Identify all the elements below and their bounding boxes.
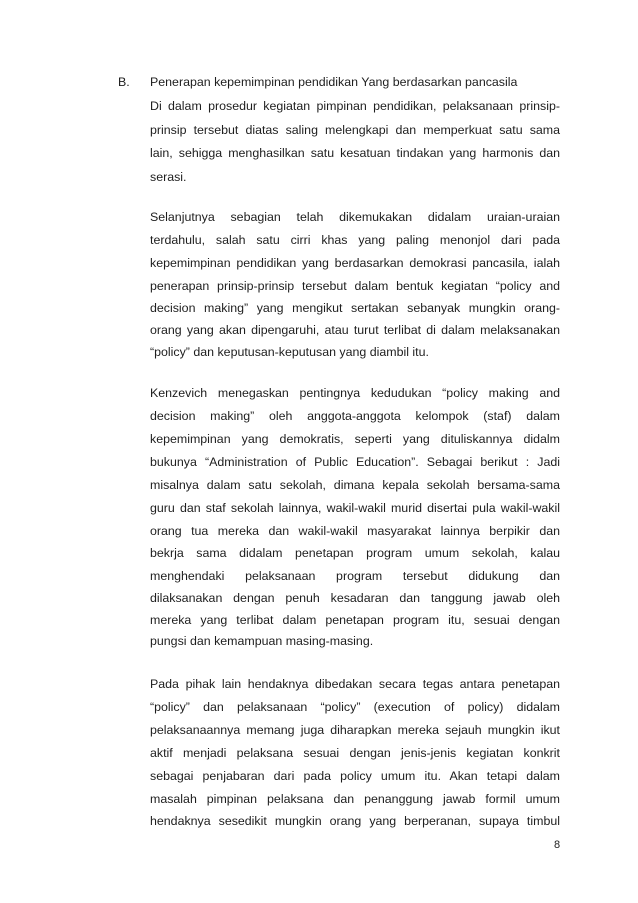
text-line: masalah pimpinan pelaksana dan penanggung jawab formil umum (150, 792, 560, 806)
page-number: 8 (554, 839, 561, 851)
text-line: sebagai penjabaran dari pada policy umum itu. Akan tetapi dalam (150, 769, 560, 783)
text-line: aktif menjadi pelaksana sesuai dengan jenis-jenis kegiatan konkrit (150, 746, 560, 760)
text-line: bukunya “Administration of Public Education”. Sebagai berikut : Jadi (150, 455, 560, 469)
text-line: dilaksanakan dengan penuh kesadaran dan tanggung jawab oleh (150, 591, 560, 605)
text-line: Kenzevich menegaskan pentingnya kedudukan “policy making and (150, 386, 560, 400)
text-line: “policy” dan keputusan-keputusan yang diambil itu. (150, 345, 429, 359)
text-line: mereka yang terlibat dalam penetapan program itu, sesuai dengan (150, 613, 560, 627)
text-line: penerapan prinsip-prinsip tersebut dalam bentuk kegiatan “policy and (150, 279, 560, 293)
text-line: Selanjutnya sebagian telah dikemukakan didalam uraian-uraian (150, 210, 560, 224)
text-line: hendaknya sesedikit mungkin orang yang berperanan, supaya timbul (150, 814, 560, 828)
text-line: “policy” dan pelaksanaan “policy” (execution of policy) didalam (150, 700, 560, 714)
section-number: B. (118, 75, 130, 89)
text-line: kepemimpinan yang demokratis, seperti yang dituliskannya didalm (150, 432, 560, 446)
text-line: prinsip tersebut diatas saling melengkapi dan memperkuat satu sama (150, 123, 560, 137)
text-line: bekrja sama didalam penetapan program umum sekolah, kalau (150, 546, 560, 560)
text-line: terdahulu, salah satu cirri khas yang paling menonjol dari pada (150, 233, 560, 247)
text-line: Di dalam prosedur kegiatan pimpinan pendidikan, pelaksanaan prinsip- (150, 99, 560, 113)
text-line: lain, sehigga menghasilkan satu kesatuan tindakan yang harmonis dan (150, 146, 560, 160)
text-line: serasi. (150, 170, 187, 184)
text-line: orang tua mereka dan wakil-wakil masyarakat lainnya berpikir dan (150, 524, 560, 538)
text-line: decision making” oleh anggota-anggota kelompok (staf) dalam (150, 409, 560, 423)
text-line: pungsi dan kemampuan masing-masing. (150, 634, 374, 648)
text-line: decision making” yang mengikut sertakan sebanyak mungkin orang- (150, 301, 560, 315)
text-line: orang yang akan dipengaruhi, atau turut terlibat di dalam melaksanakan (150, 323, 560, 337)
text-line: guru dan staf sekolah lainnya, wakil-wakil murid disertai pula wakil-wakil (150, 501, 560, 515)
section-title: Penerapan kepemimpinan pendidikan Yang berdasarkan pancasila (150, 75, 518, 89)
text-line: kepemimpinan pendidikan yang berdasarkan demokrasi pancasila, ialah (150, 256, 560, 270)
text-line: pelaksanaannya memang juga diharapkan mereka sejauh mungkin ikut (150, 723, 560, 737)
text-line: misalnya dalam satu sekolah, dimana kepala sekolah bersama-sama (150, 478, 560, 492)
text-line: Pada pihak lain hendaknya dibedakan secara tegas antara penetapan (150, 677, 560, 691)
text-line: menghendaki pelaksanaan program tersebut didukung dan (150, 569, 560, 583)
